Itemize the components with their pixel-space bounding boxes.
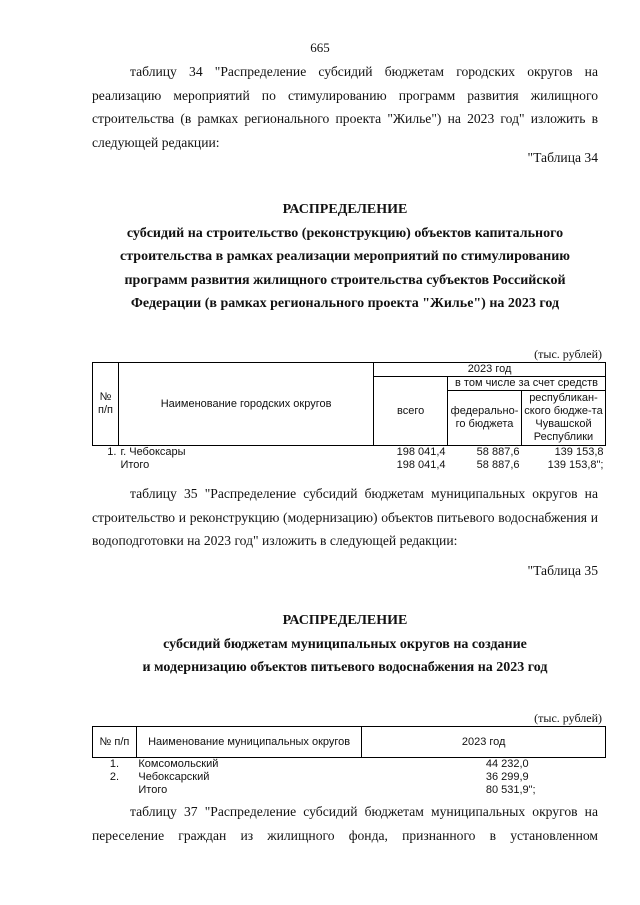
heading-title: РАСПРЕДЕЛЕНИЕ xyxy=(282,202,408,217)
header-fed: федерально-го бюджета xyxy=(448,391,522,446)
cell-name: Чебоксарский xyxy=(138,771,210,783)
cell-fed: 58 887,6 xyxy=(476,446,520,458)
table35-heading xyxy=(92,609,598,680)
table-row xyxy=(93,459,606,472)
cell-total: 198 041,4 xyxy=(396,459,446,471)
table-row xyxy=(93,446,606,460)
header-incl: в том числе за счет средств xyxy=(448,377,606,391)
paragraph-table37-intro xyxy=(92,800,598,847)
table-row xyxy=(93,784,606,797)
paragraph-text: таблицу 37 "Распределение субсидий бюджетам муниципальных округов на переселение граждан из жилищного фонда, признанного в установленном xyxy=(92,804,598,843)
heading-line: программ развития жилищного строительства субъектов Российской xyxy=(124,272,566,288)
table-row xyxy=(93,771,606,784)
header-year: 2023 год xyxy=(374,363,606,377)
cell-num xyxy=(93,784,137,797)
table-row xyxy=(93,758,606,772)
table34-label: "Таблица 34 xyxy=(527,150,598,165)
table35 xyxy=(92,726,606,797)
cell-num: 1. xyxy=(109,758,120,770)
table34 xyxy=(92,362,606,472)
header-num: № п/п xyxy=(93,363,119,446)
cell-name: г. Чебоксары xyxy=(120,446,186,458)
cell-num: 1. xyxy=(107,446,117,458)
cell-rep: 139 153,8 xyxy=(554,446,604,458)
paragraph-text: таблицу 35 "Распределение субсидий бюджетам муниципальных округов на строительство и реконструкцию (модернизацию) объектов питьевого водоснабжения и водоподготовки на 2023 год" изложить в следующей редакции: xyxy=(92,486,598,548)
header-rep: республикан-ского бюдже-та Чувашской Республики xyxy=(522,391,606,446)
heading-line: Федерации (в рамках регионального проекта "Жилье") на 2023 год xyxy=(130,296,560,311)
cell-total: 198 041,4 xyxy=(396,446,446,458)
header-year: 2023 год xyxy=(362,727,606,758)
table35-label: "Таблица 35 xyxy=(527,563,598,578)
heading-title: РАСПРЕДЕЛЕНИЕ xyxy=(282,613,408,628)
header-total: всего xyxy=(374,377,448,446)
cell-rep: 139 153,8"; xyxy=(547,459,604,471)
heading-line: строительства в рамках реализации мероприятий по стимулированию xyxy=(120,249,570,264)
cell-name: Комсомольский xyxy=(138,758,219,770)
cell-value: 36 299,9 xyxy=(485,771,529,783)
cell-num: 2. xyxy=(109,771,120,783)
table35-units: (тыс. рублей) xyxy=(534,711,602,725)
paragraph-table35-intro xyxy=(92,482,598,553)
table34-units: (тыс. рублей) xyxy=(534,347,602,361)
table34-heading xyxy=(92,198,598,316)
heading-line: субсидий на строительство (реконструкцию) объектов капитального xyxy=(126,225,564,241)
header-name: Наименование муниципальных округов xyxy=(136,727,361,758)
cell-name: Итого xyxy=(120,459,150,471)
heading-line: и модернизацию объектов питьевого водоснабжения на 2023 год xyxy=(142,660,548,675)
cell-value: 80 531,9"; xyxy=(485,784,536,796)
header-name: Наименование городских округов xyxy=(118,363,373,446)
header-num: № п/п xyxy=(93,727,137,758)
cell-num xyxy=(93,459,119,472)
cell-value: 44 232,0 xyxy=(485,758,529,770)
cell-name: Итого xyxy=(138,784,168,796)
paragraph-text: таблицу 34 "Распределение субсидий бюджетам городских округов на реализацию мероприятий по стимулированию программ развития жилищного строительства (в рамках регионального проекта "Жилье") на 2023 год" изложить в следующей редакции: xyxy=(92,64,598,150)
heading-line: субсидий бюджетам муниципальных округов на создание xyxy=(163,636,527,652)
cell-fed: 58 887,6 xyxy=(476,459,520,471)
page-number: 665 xyxy=(310,40,330,55)
paragraph-table34-intro xyxy=(92,60,598,154)
